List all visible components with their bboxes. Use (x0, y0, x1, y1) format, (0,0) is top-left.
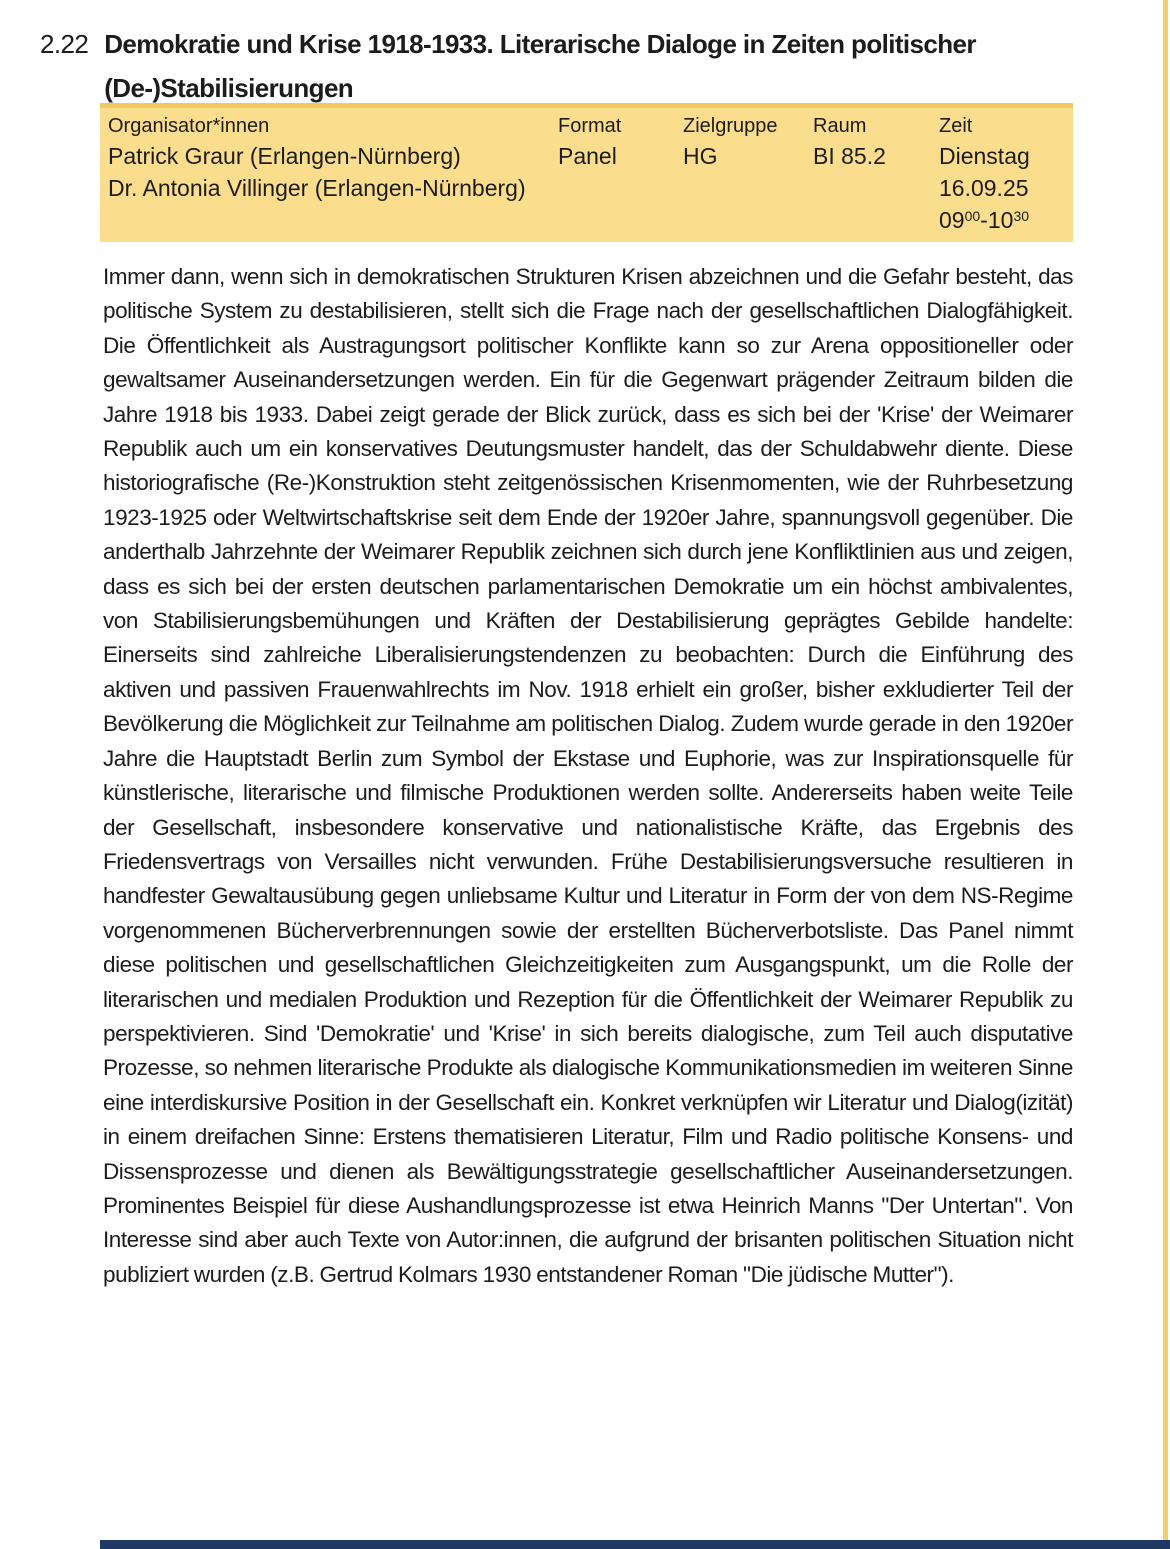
footer-accent-bar (100, 1540, 1170, 1549)
time-start-superscript: 00 (964, 208, 981, 224)
zeit-time (939, 204, 1067, 236)
time-end: 10 (987, 207, 1014, 233)
time-end-superscript: 30 (1013, 208, 1030, 224)
session-title: Demokratie und Krise 1918-1933. Literarische Dialoge in Zeiten politischer (De-)Stabilisierungen (104, 29, 976, 103)
column-header-raum: Raum (813, 115, 867, 137)
format-value: Panel (558, 143, 617, 169)
organizer-name-2: Dr. Antonia Villinger (Erlangen-Nürnberg) (108, 175, 526, 201)
time-separator: - (980, 207, 988, 233)
session-abstract: Immer dann, wenn sich in demokratischen Strukturen Krisen abzeichnen und die Gefahr besteht, das politische System zu destabilisieren, stellt sich die Frage nach der gesellschaftlichen Dialogfähigkeit. Die Öffentlichkeit als Austragungsort politischer Konflikte kann so zur Arena oppositioneller oder gewaltsamer Auseinandersetzungen werden. Ein für die Gegenwart prägender Zeitraum bilden die Jahre 1918 bis 1933. Dabei zeigt gerade der Blick zurück, dass es sich bei der 'Krise' der Weimarer Republik auch um ein konservatives Deutungsmuster handelt, das der Schuldabwehr diente. Diese historiografische (Re-)Konstruktion steht zeitgenössischen Krisenmomenten, wie der Ruhrbesetzung 1923-1925 oder Weltwirtschaftskrise seit dem Ende der 1920er Jahre, spannungsvoll gegenüber. Die anderthalb Jahrzehnte der Weimarer Republik zeichnen sich durch jene Konfliktlinien aus und zeigen, dass es sich bei der ersten deutschen parlamentarischen Demokratie um ein höchst ambivalentes, von Stabilisierungsbemühungen und Kräften der Destabilisierung geprägtes Gebilde handelte: Einerseits sind zahlreiche Liberalisierungstendenzen zu beobachten: Durch die Einführung des aktiven und passiven Frauenwahlrechts im Nov. 1918 erhielt ein großer, bisher exkludierter Teil der Bevölkerung die Möglichkeit zur Teilnahme am politischen Dialog. Zudem wurde gerade in den 1920er Jahre die Hauptstadt Berlin zum Symbol der Ekstase und Euphorie, was zur Inspirationsquelle für künstlerische, literarische und filmische Produktionen werden sollte. Andererseits haben weite Teile der Gesellschaft, insbesondere konservative und nationalistische Kräfte, das Ergebnis des Friedensvertrags von Versailles nicht verwunden. Frühe Destabilisierungsversuche resultieren in handfester Gewaltausübung gegen unliebsame Kultur und Literatur in Form der von dem NS-Regime vorgenommenen Bücherverbrennungen sowie der erstellten Bücherverbotsliste. Das Panel nimmt diese politischen und gesellschaftlichen Gleichzeitigkeiten zum Ausgangspunkt, um die Rolle der literarischen und medialen Produktion und Rezeption für die Öffentlichkeit der Weimarer Republik zu perspektivieren. Sind 'Demokratie' und 'Krise' in sich bereits dialogische, zum Teil auch disputative Prozesse, so nehmen literarische Produkte als dialogische Kommunikationsmedien im weiteren Sinne eine interdiskursive Position in der Gesellschaft ein. Konkret verknüpfen wir Literatur und Dialog(izität) in einem dreifachen Sinne: Erstens thematisieren Literatur, Film und Radio politische Konsens- und Dissensprozesse und dienen als Bewältigungsstrategie gesellschaftlicher Auseinandersetzungen. Prominentes Beispiel für diese Aushandlungsprozesse ist etwa Heinrich Manns "Der Untertan". Von Interesse sind aber auch Texte von Autor:innen, die aufgrund der brisanten politischen Situation nicht publiziert wurden (z.B. Gertrud Kolmars 1930 entstandener Roman "Die jüdische Mutter"). (103, 264, 1073, 1287)
column-header-organizers: Organisator*innen (108, 115, 270, 137)
column-organizers (108, 112, 558, 236)
column-header-format: Format (558, 115, 622, 137)
session-heading (40, 22, 1060, 110)
column-format (558, 112, 683, 236)
zielgruppe-value: HG (683, 143, 718, 169)
column-raum (813, 112, 939, 236)
column-zielgruppe (683, 112, 813, 236)
column-header-zeit: Zeit (939, 115, 973, 137)
zeit-day: Dienstag (939, 143, 1030, 169)
raum-value: BI 85.2 (813, 143, 886, 169)
zeit-date: 16.09.25 (939, 175, 1029, 201)
session-number: 2.22 (40, 29, 89, 59)
time-start: 09 (939, 207, 965, 233)
session-info-table (100, 103, 1073, 242)
column-header-zielgruppe: Zielgruppe (683, 115, 778, 137)
page-edge-accent-line (1163, 0, 1168, 1549)
column-zeit (939, 112, 1073, 236)
organizer-name-1: Patrick Graur (Erlangen-Nürnberg) (108, 143, 461, 169)
